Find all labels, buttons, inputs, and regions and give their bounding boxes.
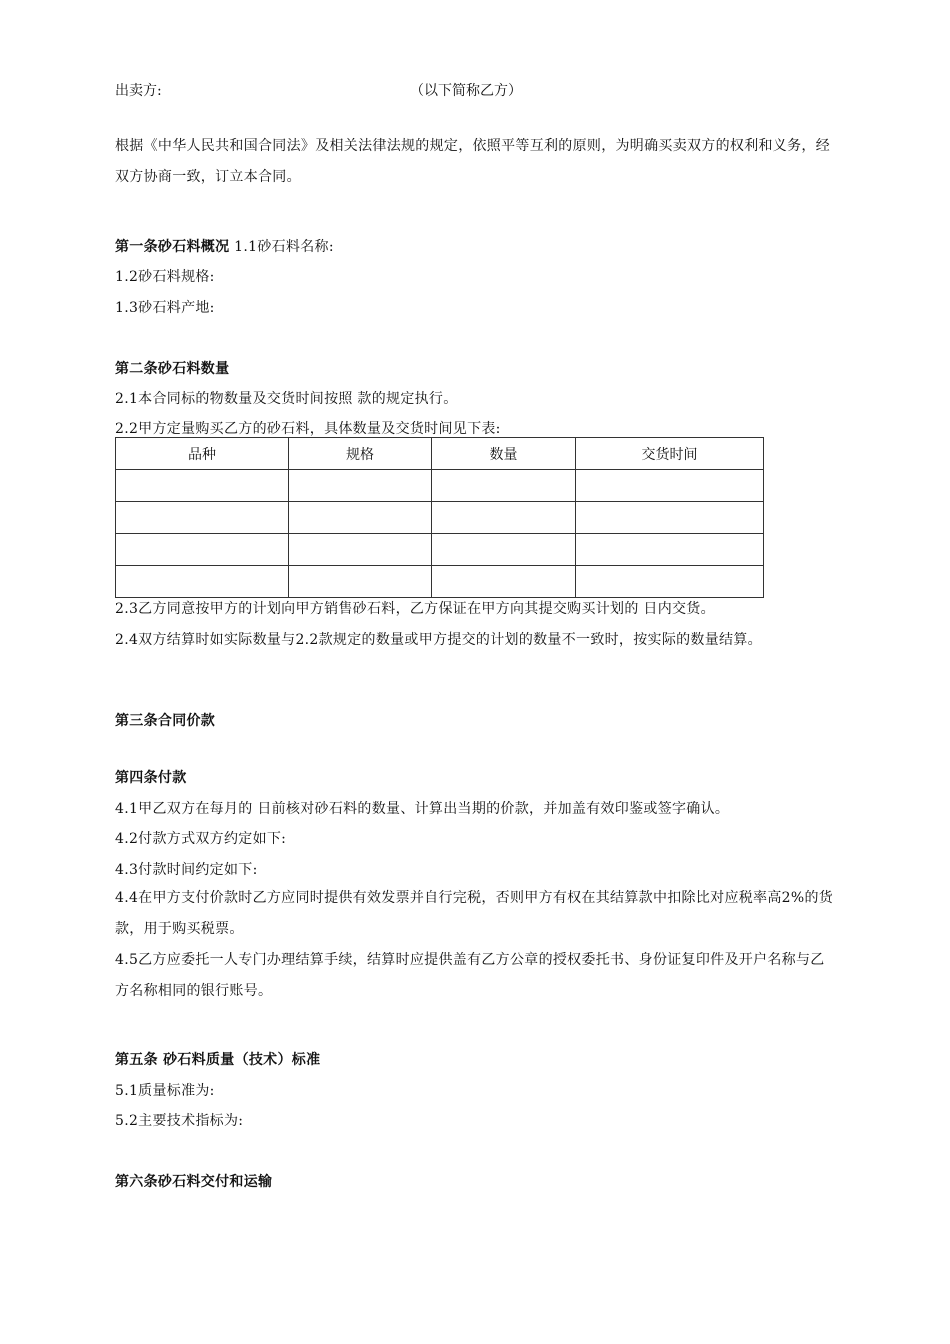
table-header-spec: 规格 [289, 438, 432, 470]
article-2-title: 第二条砂石料数量 [115, 361, 230, 377]
article-4-item-2: 4.2付款方式双方约定如下: [115, 831, 287, 847]
article-4-item-5: 4.5乙方应委托一人专门办理结算手续，结算时应提供盖有乙方公章的授权委托书、身份证复印件及开户名称与乙方名称相同的银行账号。 [115, 952, 825, 999]
table-header-row [116, 438, 764, 470]
article-6-title: 第六条砂石料交付和运输 [115, 1174, 273, 1190]
delivery-schedule-table [115, 437, 764, 598]
article-3-title: 第三条合同价款 [115, 713, 216, 729]
article-1-item-3: 1.3砂石料产地: [115, 300, 215, 316]
table-cell [432, 470, 576, 502]
table-header-delivery-time: 交货时间 [576, 438, 764, 470]
table-cell [432, 566, 576, 598]
article-1-line [115, 236, 334, 256]
table-cell [576, 470, 764, 502]
table-cell [116, 470, 289, 502]
seller-abbreviation: （以下简称乙方） [410, 83, 522, 99]
seller-label: 出卖方: [115, 83, 162, 99]
table-cell [576, 534, 764, 566]
table-cell [576, 502, 764, 534]
article-5-item-1: 5.1质量标准为: [115, 1083, 215, 1099]
table-row [116, 534, 764, 566]
table-header-variety: 品种 [116, 438, 289, 470]
article-1-item-1: 1.1砂石料名称: [234, 239, 334, 255]
table-cell [116, 502, 289, 534]
table-cell [576, 566, 764, 598]
article-2-item-1: 2.1本合同标的物数量及交货时间按照 款的规定执行。 [115, 391, 458, 407]
table-cell [116, 566, 289, 598]
table-cell [116, 534, 289, 566]
article-1-item-2: 1.2砂石料规格: [115, 269, 215, 285]
article-2-item-4: 2.4双方结算时如实际数量与2.2款规定的数量或甲方提交的计划的数量不一致时，按实际的数量结算。 [115, 632, 762, 648]
article-5-item-2: 5.2主要技术指标为: [115, 1113, 244, 1129]
table-cell [289, 566, 432, 598]
preamble-paragraph: 根据《中华人民共和国合同法》及相关法律法规的规定，依照平等互利的原则，为明确买卖双方的权利和义务，经双方协商一致，订立本合同。 [115, 138, 830, 185]
article-1-title: 第一条砂石料概况 [115, 239, 230, 255]
article-2-item-3: 2.3乙方同意按甲方的计划向甲方销售砂石料，乙方保证在甲方向其提交购买计划的 日内交货。 [115, 601, 715, 617]
table-cell [432, 502, 576, 534]
table-cell [289, 502, 432, 534]
article-4-title: 第四条付款 [115, 770, 187, 786]
table-cell [432, 534, 576, 566]
table-header-quantity: 数量 [432, 438, 576, 470]
table-row [116, 470, 764, 502]
article-4-item-3: 4.3付款时间约定如下: [115, 862, 258, 878]
table-cell [289, 470, 432, 502]
table-cell [289, 534, 432, 566]
article-2-item-2: 2.2甲方定量购买乙方的砂石料，具体数量及交货时间见下表: [115, 421, 501, 437]
article-4-item-4: 4.4在甲方支付价款时乙方应同时提供有效发票并自行完税，否则甲方有权在其结算款中扣除比对应税率高2%的货款，用于购买税票。 [115, 890, 834, 937]
article-5-title: 第五条 砂石料质量（技术）标准 [115, 1052, 321, 1068]
table-row [116, 502, 764, 534]
article-4-item-1: 4.1甲乙双方在每月的 日前核对砂石料的数量、计算出当期的价款，并加盖有效印鉴或签字确认。 [115, 801, 730, 817]
table-row [116, 566, 764, 598]
